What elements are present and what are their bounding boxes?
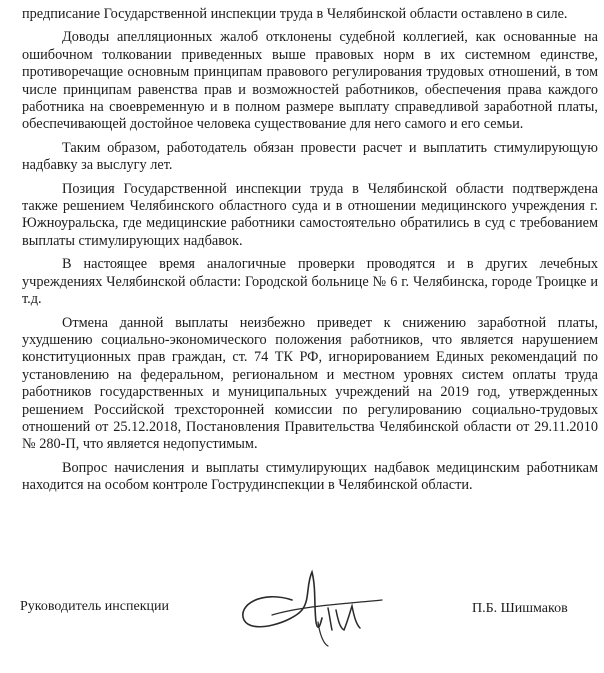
paragraph-6: Отмена данной выплаты неизбежно приведет к снижению заработной платы, ухудшению социально-экономического положения работников, что является нарушением конституционных прав граждан, ст. 74 ТК РФ, игнорированием Единых рекомендаций по установлению на федеральном, региональном и местном уровнях систем оплаты труда работников государственных и муниципальных учреждений на 2019 год, утвержденных решением Российской трехсторонней комиссии по регулированию социально-трудовых отношений от 25.12.2018, Постановления Правительства Челябинской области от 29.11.2010 № 280-П, что является недопустимым. <box>22 314 598 453</box>
document-body <box>22 6 598 501</box>
paragraph-7: Вопрос начисления и выплаты стимулирующих надбавок медицинским работникам находится на особом контроле Гострудинспекции в Челябинской области. <box>22 459 598 494</box>
signatory-title: Руководитель инспекции <box>20 599 169 614</box>
signatory-name: П.Б. Шишмаков <box>472 601 568 616</box>
paragraph-5: В настоящее время аналогичные проверки проводятся и в других лечебных учреждениях Челябинской области: Городской больнице № 6 г. Челябинска, городе Троицке и т.д. <box>22 256 598 308</box>
paragraph-1: предписание Государственной инспекции труда в Челябинской области оставлено в силе. <box>22 6 568 22</box>
paragraph-3: Таким образом, работодатель обязан провести расчет и выплатить стимулирующую надбавку за выслугу лет. <box>22 139 598 174</box>
handwritten-signature <box>232 560 392 650</box>
paragraph-4: Позиция Государственной инспекции труда в Челябинской области подтверждена также решением Челябинского областного суда и в отношении медицинского учреждения г. Южноуральска, где медицинские работники самостоятельно обратились в суд с требованием выплаты стимулирующих надбавок. <box>22 180 598 249</box>
paragraph-2: Доводы апелляционных жалоб отклонены судебной коллегией, как основанные на ошибочном толковании приведенных выше правовых норм в их системном единстве, противоречащие основным принципам правового регулирования трудовых отношений, в том числе принципам равенства прав и возможностей работников, обеспечения права каждого работника на своевременную и в полном размере выплату справедливой заработной платы, обеспечивающей достойное человека существование для него самого и его семьи. <box>22 29 598 133</box>
